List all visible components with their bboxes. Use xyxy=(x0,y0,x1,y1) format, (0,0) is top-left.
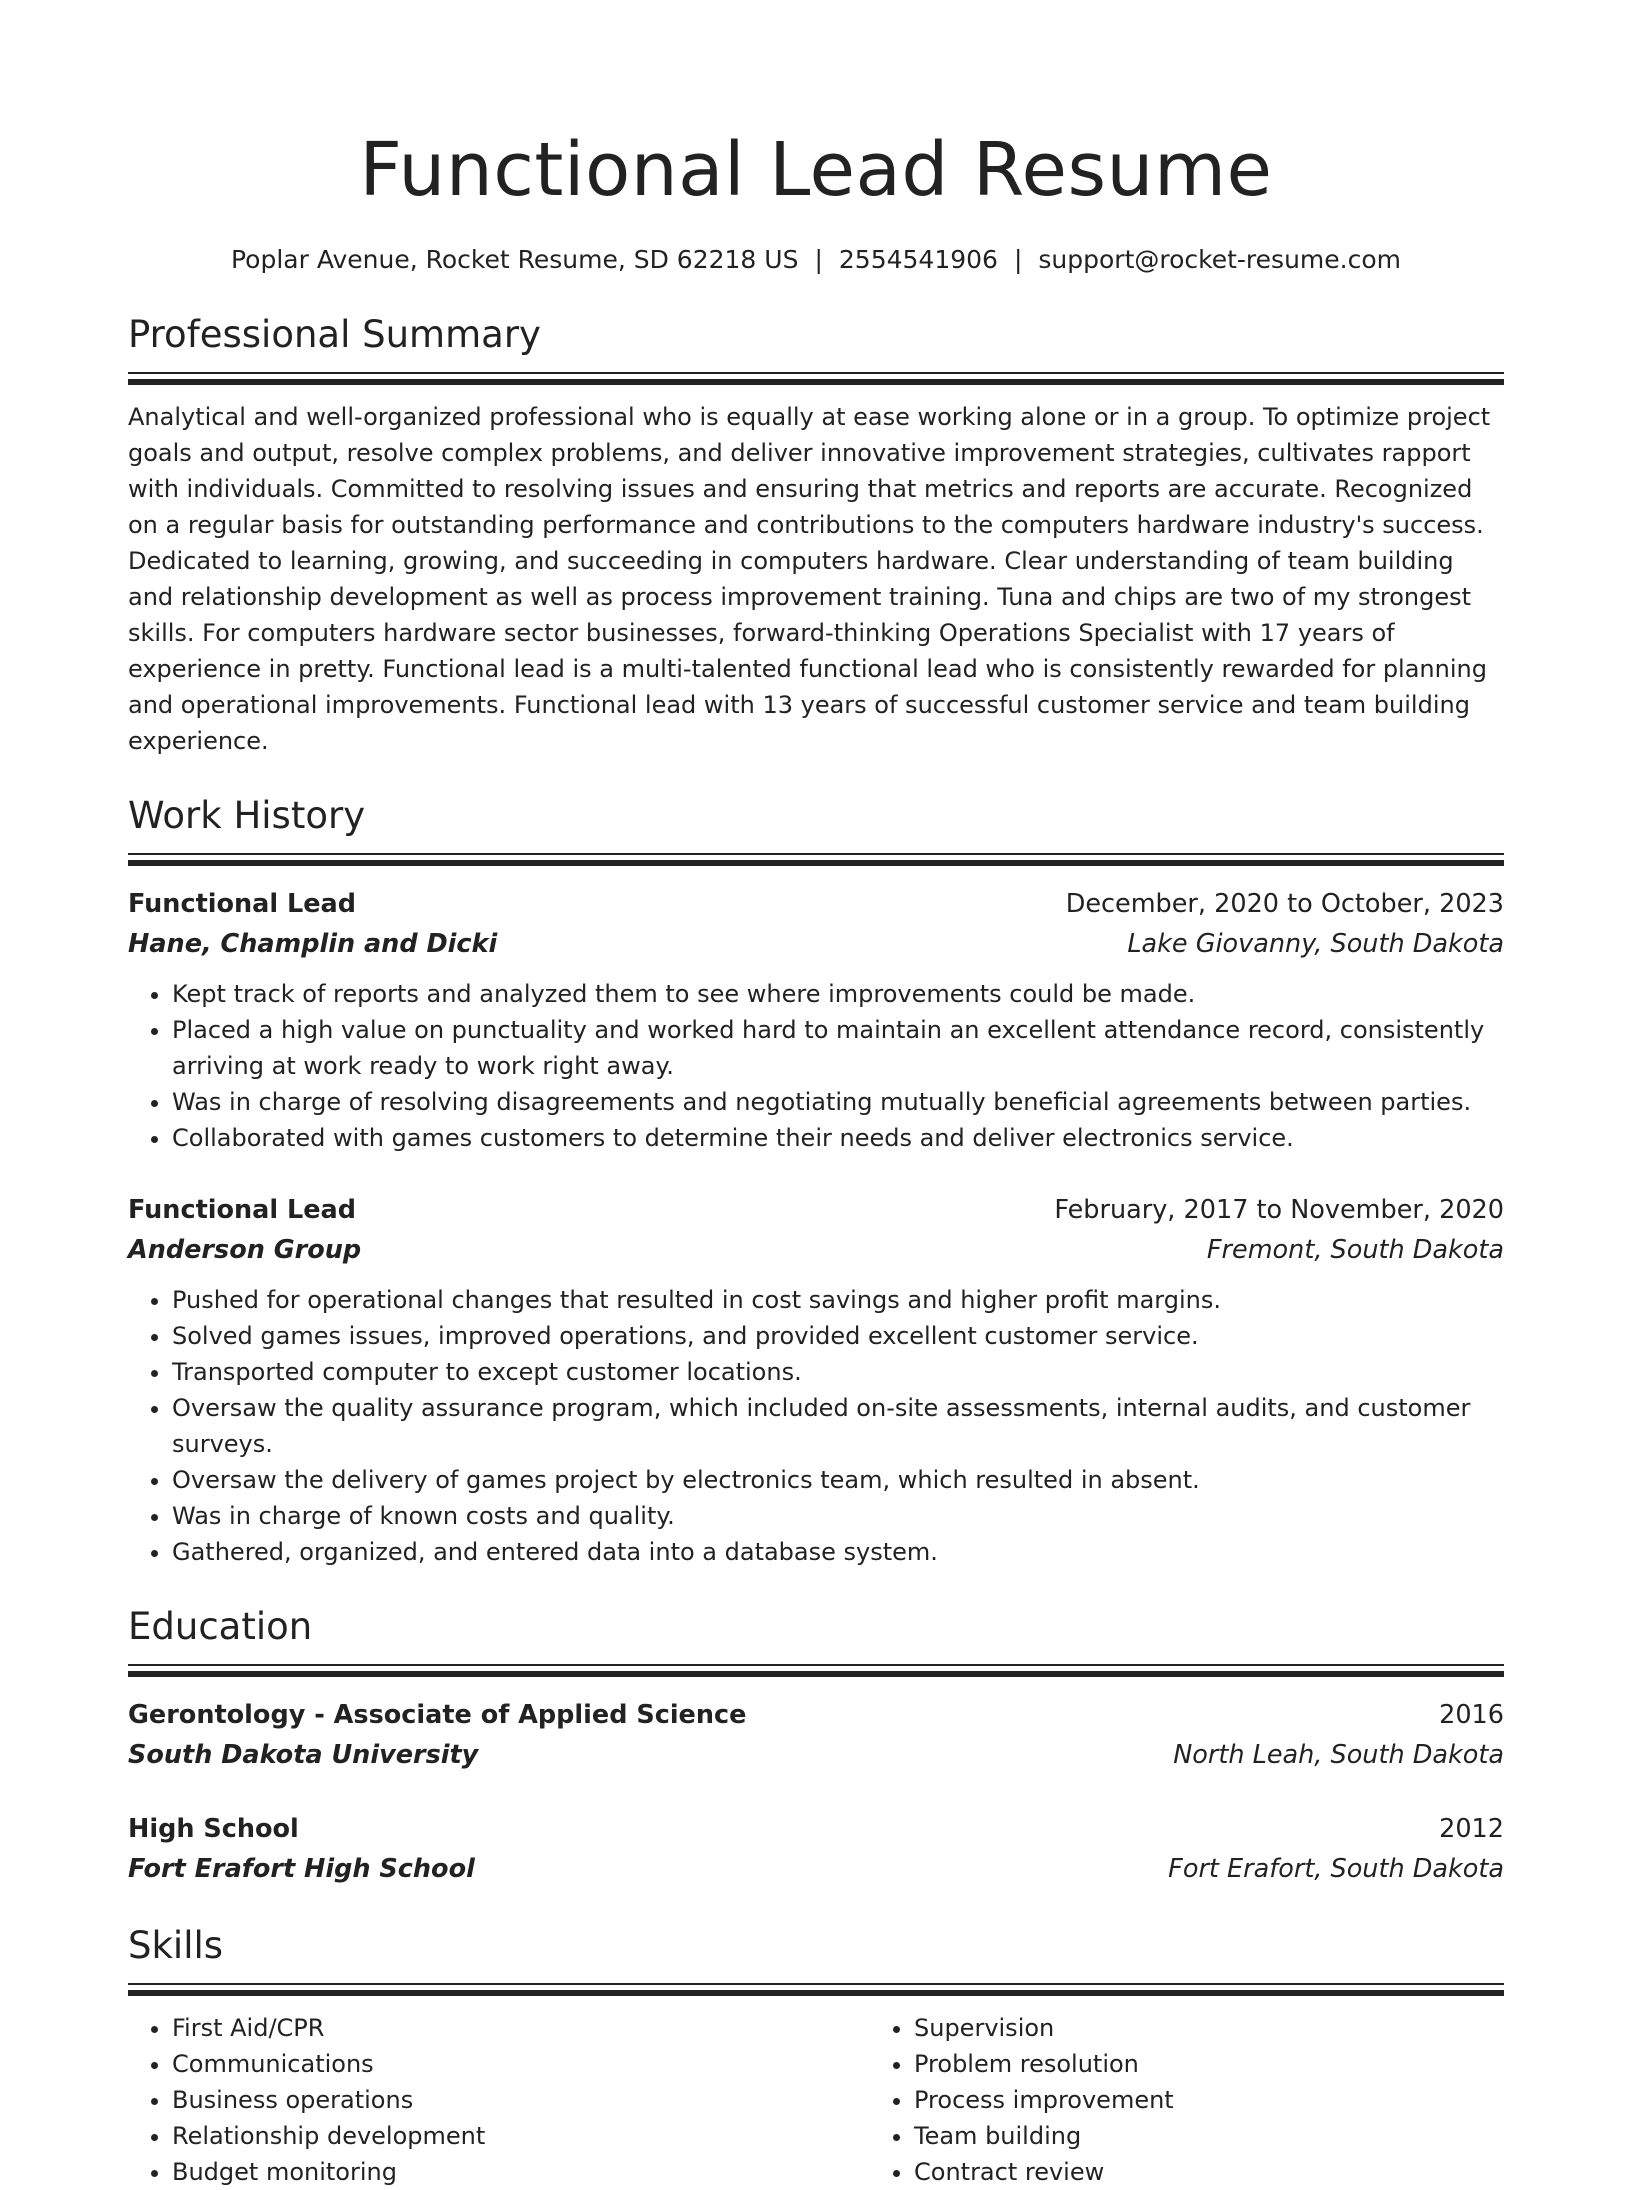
contact-email: support@rocket-resume.com xyxy=(1038,245,1401,274)
contact-line xyxy=(128,242,1504,278)
work-history-section xyxy=(128,791,1504,1570)
section-heading: Skills xyxy=(128,1924,224,1967)
summary-text: Analytical and well-organized professional who is equally at ease working alone or in a group. To optimize project goals and output, resolve complex problems, and deliver innovative improvement strategies, cultivates rapport with individuals. Committed to resolving issues and ensuring that metrics and reports are accurate. Recognized on a regular basis for outstanding performance and contributions to the computers hardware industry's success. Dedicated to learning, growing, and succeeding in computers hardware. Clear understanding of team building and relationship development as well as process improvement training. Tuna and chips are two of my strongest skills. For computers hardware sector businesses, forward-thinking Operations Specialist with 17 years of experience in pretty. Functional lead is a multi-talented functional lead who is consistently rewarded for planning and operational improvements. Functional lead with 13 years of successful customer service and team building experience. xyxy=(128,403,1491,755)
job-dates: February, 2017 to November, 2020 xyxy=(1054,1195,1504,1225)
skills-columns xyxy=(128,2010,1504,2190)
education-degree: Gerontology - Associate of Applied Science xyxy=(128,1700,747,1730)
job-bullets xyxy=(128,976,1504,1156)
education-location: North Leah, South Dakota xyxy=(1173,1740,1504,1770)
skill-item: • Supervision xyxy=(914,2010,1504,2046)
job-company-row xyxy=(128,924,1504,964)
job-bullet: • Pushed for operational changes that resulted in cost savings and higher profit margins. xyxy=(172,1282,1504,1318)
education-location: Fort Erafort, South Dakota xyxy=(1168,1854,1504,1884)
job-bullets xyxy=(128,1282,1504,1570)
section-divider xyxy=(128,1983,1504,1996)
skill-item: • Budget monitoring xyxy=(172,2154,762,2190)
job-header-row xyxy=(128,1190,1504,1230)
skill-item: • Process improvement xyxy=(914,2082,1504,2118)
skill-item: • Problem resolution xyxy=(914,2046,1504,2082)
job-bullet: • Kept track of reports and analyzed them to see where improvements could be made. xyxy=(172,976,1504,1012)
job-dates: December, 2020 to October, 2023 xyxy=(1065,889,1504,919)
job-header-row xyxy=(128,884,1504,924)
education-year: 2012 xyxy=(1439,1814,1504,1844)
job-entry xyxy=(128,1190,1504,1570)
skill-item: • Relationship development xyxy=(172,2118,762,2154)
section-heading: Education xyxy=(128,1605,313,1648)
section-heading: Professional Summary xyxy=(128,313,541,356)
job-location: Fremont, South Dakota xyxy=(1206,1235,1504,1265)
job-bullet: • Solved games issues, improved operations, and provided excellent customer service. xyxy=(172,1318,1504,1354)
skill-item: • Business operations xyxy=(172,2082,762,2118)
education-header-row xyxy=(128,1809,1504,1849)
education-degree: High School xyxy=(128,1814,299,1844)
job-bullet: • Collaborated with games customers to determine their needs and deliver electronics service. xyxy=(172,1120,1504,1156)
job-company: Hane, Champlin and Dicki xyxy=(128,929,498,959)
contact-separator: | xyxy=(814,245,823,274)
education-school: Fort Erafort High School xyxy=(128,1854,475,1884)
contact-separator: | xyxy=(1013,245,1023,274)
skill-item: • Contract review xyxy=(914,2154,1504,2190)
contact-phone: 2554541906 xyxy=(838,245,998,274)
job-bullet: • Was in charge of resolving disagreements and negotiating mutually beneficial agreements between parties. xyxy=(172,1084,1504,1120)
job-bullet: • Placed a high value on punctuality and worked hard to maintain an excellent attendance record, consistently arriving at work ready to work right away. xyxy=(172,1012,1504,1084)
education-school-row xyxy=(128,1735,1504,1775)
education-section xyxy=(128,1602,1504,1889)
summary-section xyxy=(128,310,1504,759)
job-bullet: • Oversaw the delivery of games project by electronics team, which resulted in absent. xyxy=(172,1462,1504,1498)
job-title: Functional Lead xyxy=(128,889,357,919)
job-location: Lake Giovanny, South Dakota xyxy=(1127,929,1504,959)
section-divider xyxy=(128,372,1504,385)
section-heading: Work History xyxy=(128,794,366,837)
section-divider xyxy=(128,1664,1504,1677)
job-bullet: • Was in charge of known costs and quality. xyxy=(172,1498,1504,1534)
skills-section xyxy=(128,1921,1504,2190)
education-entry xyxy=(128,1695,1504,1775)
skills-list-left xyxy=(128,2010,762,2190)
job-company-row xyxy=(128,1230,1504,1270)
section-divider xyxy=(128,853,1504,866)
job-bullet: • Transported computer to except customer locations. xyxy=(172,1354,1504,1390)
education-school-row xyxy=(128,1849,1504,1889)
skill-item: • First Aid/CPR xyxy=(172,2010,762,2046)
job-bullet: • Oversaw the quality assurance program, which included on-site assessments, internal audits, and customer surveys. xyxy=(172,1390,1504,1462)
skills-list-right xyxy=(870,2010,1504,2190)
job-bullet: • Gathered, organized, and entered data into a database system. xyxy=(172,1534,1504,1570)
education-year: 2016 xyxy=(1439,1700,1504,1730)
job-entry xyxy=(128,884,1504,1156)
education-header-row xyxy=(128,1695,1504,1735)
skill-item: • Communications xyxy=(172,2046,762,2082)
job-title: Functional Lead xyxy=(128,1195,357,1225)
job-company: Anderson Group xyxy=(128,1235,362,1265)
education-school: South Dakota University xyxy=(128,1740,479,1770)
resume-title: Functional Lead Resume xyxy=(359,127,1273,213)
education-entry xyxy=(128,1809,1504,1889)
skill-item: • Team building xyxy=(914,2118,1504,2154)
contact-address: Poplar Avenue, Rocket Resume, SD 62218 US xyxy=(230,245,799,274)
